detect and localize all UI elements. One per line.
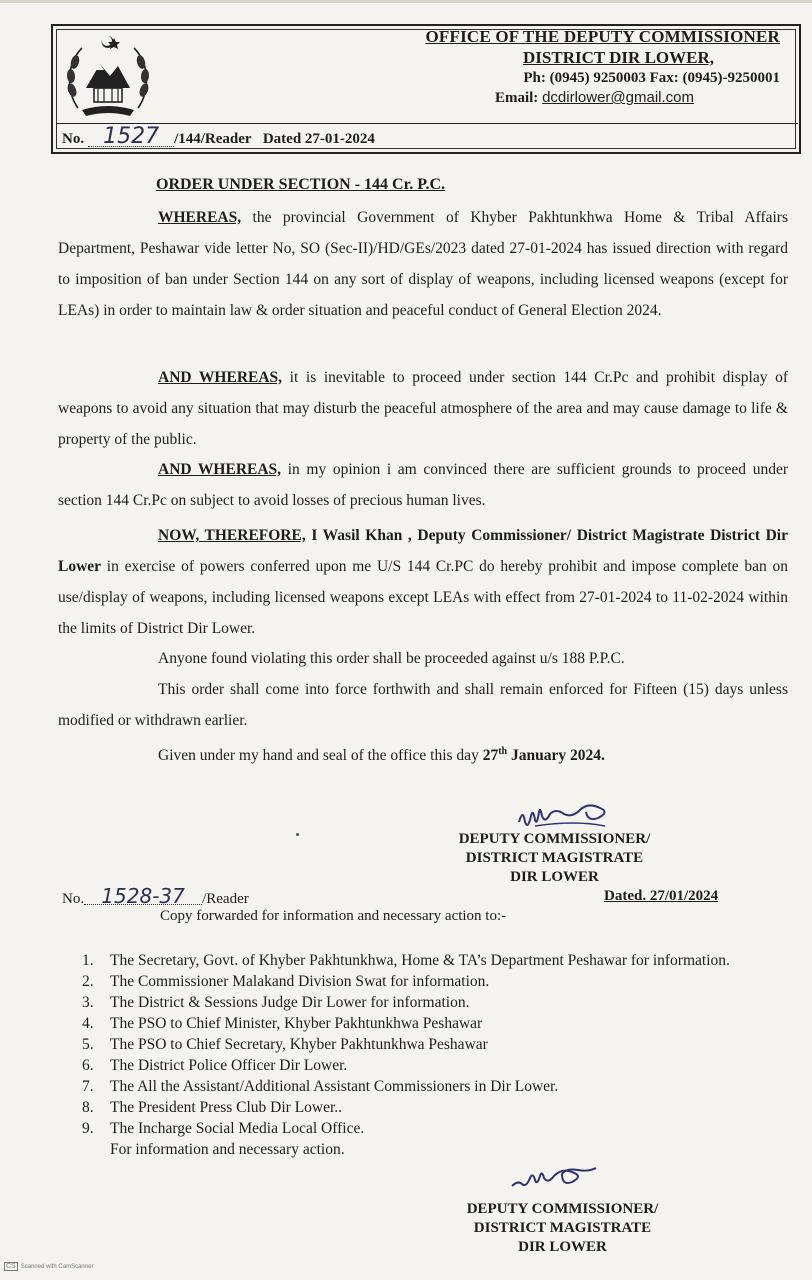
now-therefore-lead: NOW, THEREFORE, (158, 527, 306, 544)
paragraph-whereas (58, 202, 788, 326)
copy-no-label: No. (62, 891, 85, 907)
list-item: 6. The District Police Officer Dir Lower. (82, 1057, 348, 1074)
copy-reference-line (62, 884, 249, 908)
list-item: 8. The President Press Club Dir Lower.. (82, 1099, 343, 1116)
ref-suffix: /144/Reader (174, 131, 252, 147)
sig1-magistrate: DISTRICT MAGISTRATE (465, 850, 644, 866)
paragraph-now-therefore (58, 520, 788, 644)
list-item: 7. The All the Assistant/Additional Assistant Commissioners in Dir Lower. (82, 1078, 559, 1095)
now-therefore-text: in exercise of powers conferred upon me U/S 144 Cr.PC do hereby prohibit and impose complete ban on use/display of weapons, including licensed weapons except LEAs with effect from 27-01-2024 to 11-02-2024 within the limits of District Dir Lower. (58, 558, 788, 637)
list-item: 1. The Secretary, Govt. of Khyber Pakhtunkhwa, Home & TA’s Department Peshawar for information. (82, 952, 730, 969)
page-top-edge (0, 0, 812, 3)
given-month: January 2024. (507, 747, 605, 765)
ref-dated: Dated 27-01-2024 (262, 131, 375, 147)
sig2-magistrate: DISTRICT MAGISTRATE (473, 1220, 652, 1236)
and-whereas-text-2: in my opinion i am convinced there are sufficient grounds to proceed under section 144 Cr.Pc on subject to avoid losses of precious human lives. (58, 461, 788, 509)
ref-no-label: No. (62, 131, 85, 147)
whereas-text: the provincial Government of Khyber Pakhtunkhwa Home & Tribal Affairs Department, Peshawar vide letter No, SO (Sec-II)/HD/GEs/2023 dated 27-01-2024 has issued direction with regard to imposition of ban under Section 144 on any sort of display of weapons, including licensed weapons (except for LEAs) in order to maintain law & order situation and peaceful conduct of General Election 2024. (58, 209, 788, 319)
phone-fax: Ph: (0945) 9250003 Fax: (0945)-9250001 (523, 70, 780, 86)
paragraph-and-whereas-1 (58, 362, 788, 455)
now-therefore-bold: I Wasil Khan , Deputy Commissioner/ District Magistrate District Dir Lower (58, 527, 788, 575)
copy-dated: Dated. 27/01/2024 (604, 888, 719, 904)
and-whereas-lead-1: AND WHEREAS, (158, 369, 283, 386)
paragraph-force (58, 674, 788, 736)
whereas-lead: WHEREAS, (158, 209, 242, 226)
scanner-watermark (4, 1262, 93, 1271)
list-item: 3. The District & Sessions Judge Dir Lower for information. (82, 994, 470, 1011)
office-title: OFFICE OF THE DEPUTY COMMISSIONER (425, 27, 780, 46)
letterhead-divider (56, 123, 798, 124)
handwritten-copy-number: 1528-37 (84, 888, 202, 905)
email-address[interactable]: dcdirlower@gmail.com (542, 89, 694, 106)
recipient-trailer: For information and necessary action. (110, 1141, 345, 1158)
sig2-title: DEPUTY COMMISSIONER/ (466, 1201, 659, 1217)
paragraph-given (58, 736, 788, 771)
email-line (495, 89, 694, 107)
list-item: 5. The PSO to Chief Secretary, Khyber Pakhtunkhwa Peshawar (82, 1036, 488, 1053)
given-day-suffix: th (498, 746, 508, 757)
signature-scrawl-1 (515, 804, 645, 832)
camscanner-text: Scanned with CamScanner (20, 1264, 94, 1270)
government-emblem-icon (60, 30, 156, 118)
sig1-title: DEPUTY COMMISSIONER/ (458, 831, 651, 847)
signature-scrawl-2 (508, 1164, 628, 1194)
district-title: DISTRICT DIR LOWER, (523, 48, 714, 67)
recipient-list (82, 950, 794, 1160)
force-text: This order shall come into force forthwith and shall remain enforced for Fifteen (15) days unless modified or withdrawn earlier. (58, 681, 788, 729)
email-label: Email: (494, 90, 543, 106)
list-item: 9. The Incharge Social Media Local Office. (82, 1120, 365, 1137)
and-whereas-text-1: it is inevitable to proceed under section 144 Cr.Pc and prohibit display of weapons to avoid any situation that may disturb the peaceful atmosphere of the area and may cause damage to life & property of the public. (58, 369, 788, 448)
paragraph-and-whereas-2 (58, 454, 788, 516)
list-item: 2. The Commissioner Malakand Division Swat for information. (82, 973, 490, 990)
sig1-district: DIR LOWER (510, 869, 599, 885)
list-item: 4. The PSO to Chief Minister, Khyber Pakhtunkhwa Peshawar (82, 1015, 483, 1032)
handwritten-ref-number: 1527 (88, 128, 174, 147)
given-text: Given under my hand and seal of the office this day (158, 747, 483, 765)
reference-line (62, 124, 375, 149)
stray-mark (296, 833, 299, 836)
signature-block-2 (455, 1200, 670, 1257)
and-whereas-lead-2: AND WHEREAS, (158, 461, 282, 478)
camscanner-badge: CS (6, 1263, 16, 1270)
copy-suffix: /Reader (202, 891, 249, 907)
signature-block-1 (452, 830, 657, 887)
order-title: ORDER UNDER SECTION - 144 Cr. P.C. (156, 176, 446, 193)
sig2-district: DIR LOWER (518, 1239, 607, 1255)
paragraph-violation (58, 643, 788, 674)
copy-forwarded-text: Copy forwarded for information and necessary action to:- (160, 908, 507, 924)
given-day: 27 (482, 747, 499, 765)
violation-text: Anyone found violating this order shall be proceeded against u/s 188 P.P.C. (158, 650, 625, 667)
